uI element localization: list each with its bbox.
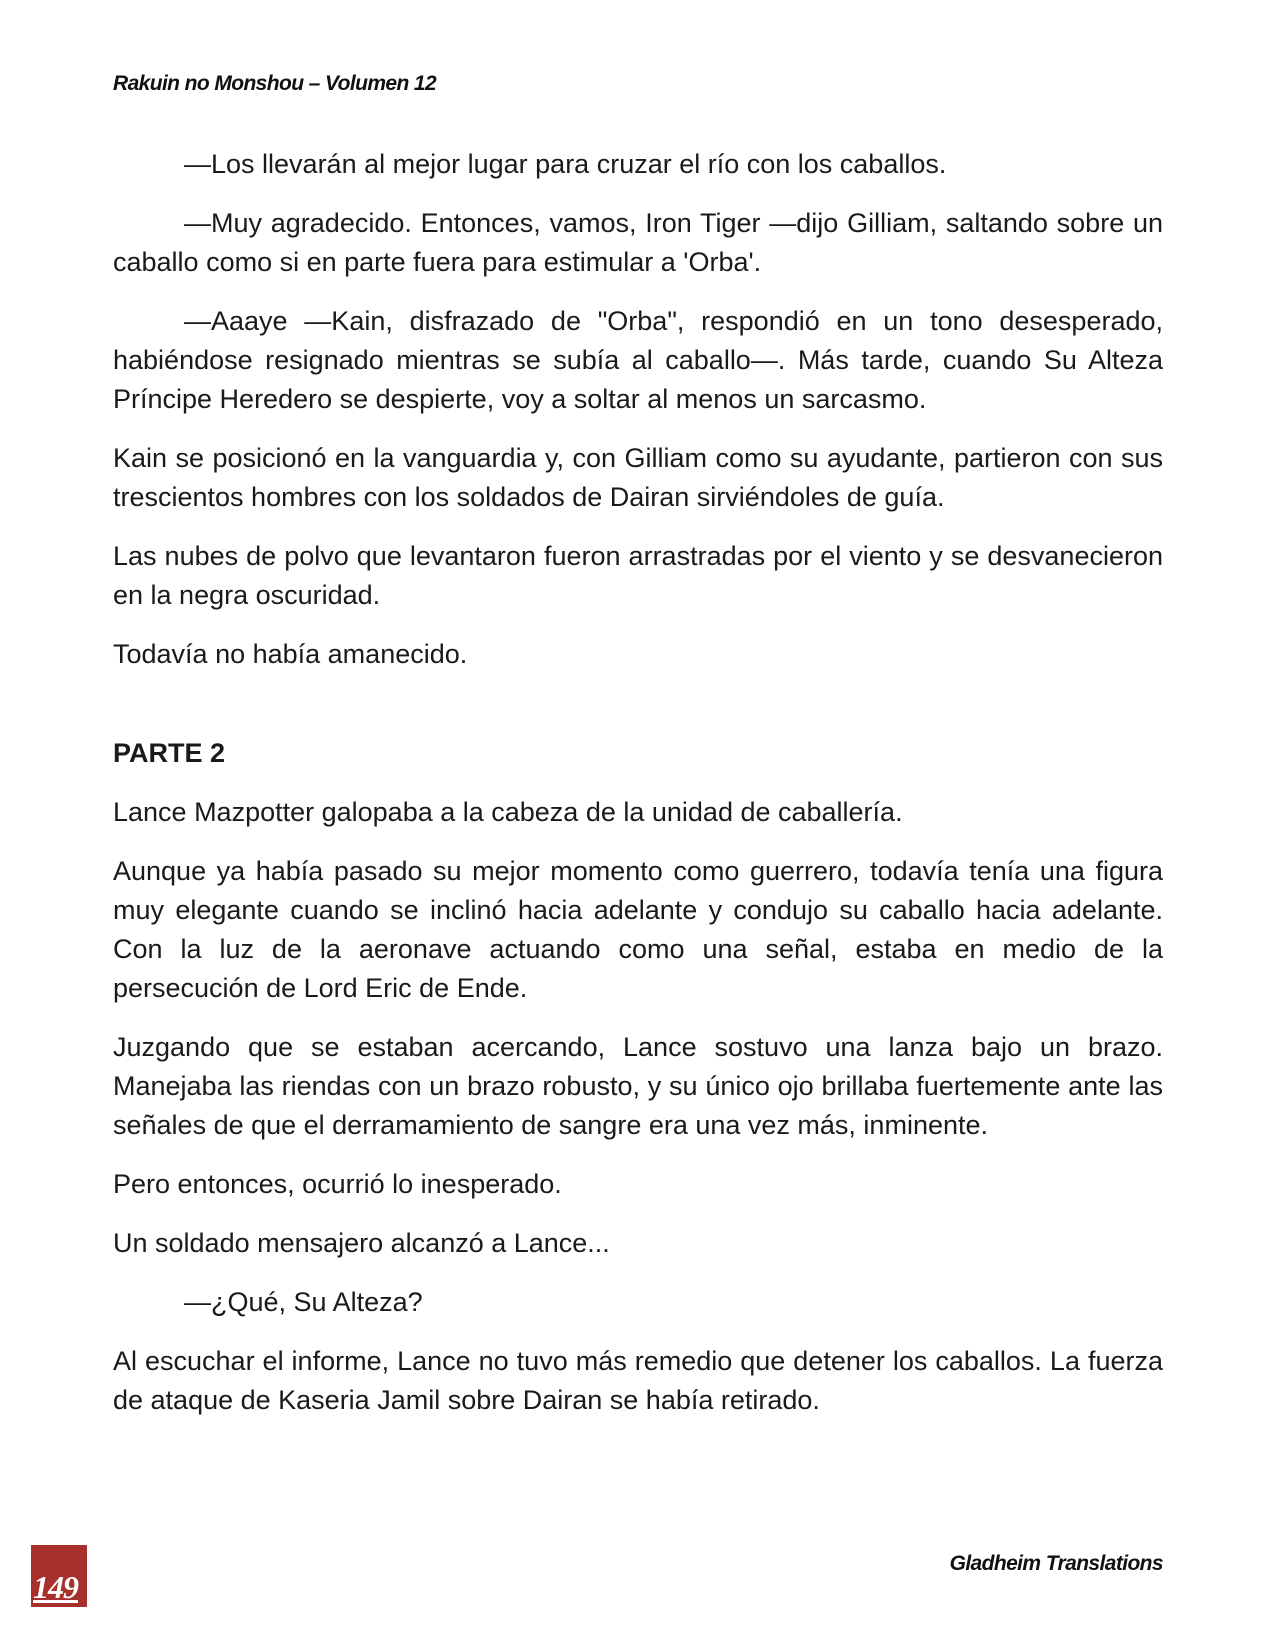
paragraph: Aunque ya había pasado su mejor momento como guerrero, todavía tenía una figura muy elegante cuando se inclinó hacia adelante y condujo su caballo hacia adelante. Con la luz de la aeronave actuando como una señal, estaba en medio de la persecución de Lord Eric de Ende.	[113, 856, 1163, 1003]
paragraph: Las nubes de polvo que levantaron fueron arrastradas por el viento y se desvanecieron en la negra oscuridad.	[113, 541, 1163, 610]
paragraph: Lance Mazpotter galopaba a la cabeza de la unidad de caballería.	[113, 797, 903, 827]
section-heading: PARTE 2	[113, 738, 226, 768]
footer-brand: Gladheim Translations	[949, 1552, 1163, 1575]
paragraph: Kain se posicionó en la vanguardia y, con Gilliam como su ayudante, partieron con sus trescientos hombres con los soldados de Dairan sirviéndoles de guía.	[113, 443, 1163, 512]
body-text	[113, 145, 1163, 1440]
paragraph: Todavía no había amanecido.	[113, 639, 468, 669]
page-number: 149	[33, 1569, 78, 1605]
paragraph: —Los llevarán al mejor lugar para cruzar el río con los caballos.	[184, 149, 947, 179]
paragraph: Al escuchar el informe, Lance no tuvo más remedio que detener los caballos. La fuerza de ataque de Kaseria Jamil sobre Dairan se había retirado.	[113, 1346, 1163, 1415]
paragraph: —¿Qué, Su Alteza?	[184, 1287, 423, 1317]
paragraph: Juzgando que se estaban acercando, Lance sostuvo una lanza bajo un brazo. Manejaba las riendas con un brazo robusto, y su único ojo brillaba fuertemente ante las señales de que el derramamiento de sangre era una vez más, inminente.	[113, 1032, 1163, 1140]
paragraph: —Muy agradecido. Entonces, vamos, Iron Tiger —dijo Gilliam, saltando sobre un caballo como si en parte fuera para estimular a 'Orba'.	[113, 208, 1163, 277]
paragraph: Pero entonces, ocurrió lo inesperado.	[113, 1169, 562, 1199]
paragraph: —Aaaye —Kain, disfrazado de "Orba", respondió en un tono desesperado, habiéndose resignado mientras se subía al caballo—. Más tarde, cuando Su Alteza Príncipe Heredero se despierte, voy a soltar al menos un sarcasmo.	[113, 306, 1163, 414]
page-number-badge	[31, 1545, 87, 1607]
paragraph: Un soldado mensajero alcanzó a Lance...	[113, 1228, 610, 1258]
running-header: Rakuin no Monshou – Volumen 12	[113, 72, 437, 95]
